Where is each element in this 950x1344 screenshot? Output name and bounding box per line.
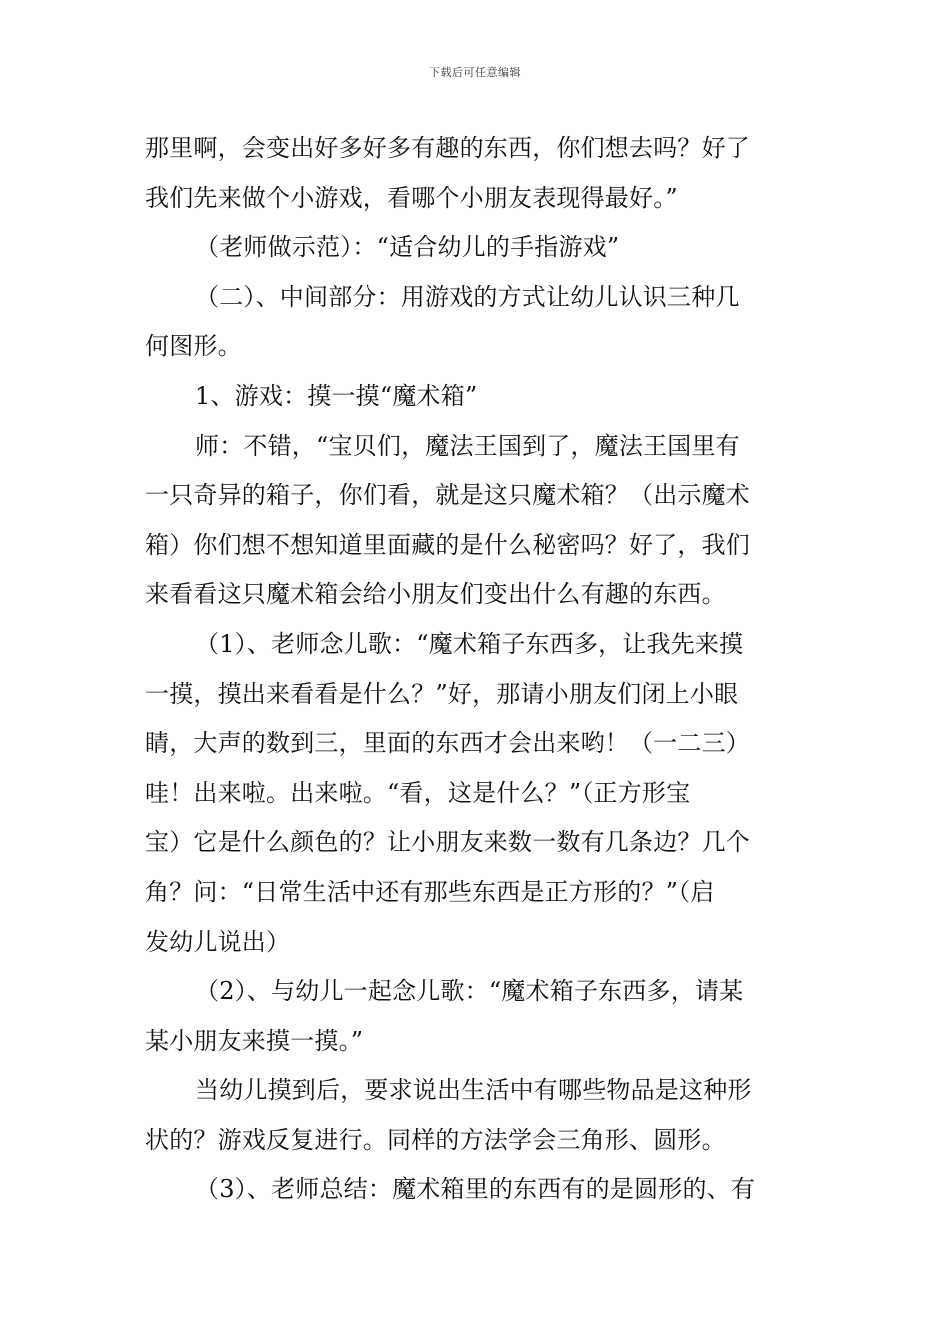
text-line: （老师做示范）：“适合幼儿的手指游戏”: [195, 233, 620, 262]
text-line: 睛，大声的数到三，里面的东西才会出来哟！（一二三）: [145, 729, 750, 758]
text-line: 宝）它是什么颜色的？让小朋友来数一数有几条边？几个: [145, 828, 750, 857]
text-line: （3）、老师总结：魔术箱里的东西有的是圆形的、有: [195, 1175, 756, 1204]
text-line: 师：不错，“宝贝们，魔法王国到了，魔法王国里有: [195, 431, 740, 460]
text-line: 一摸，摸出来看看是什么？”好，那请小朋友们闭上小眼: [145, 679, 739, 708]
text-line: 状的？游戏反复进行。同样的方法学会三角形、圆形。: [145, 1125, 726, 1154]
text-line: 来看看这只魔术箱会给小朋友们变出什么有趣的东西。: [145, 580, 726, 609]
text-line: 箱）你们想不想知道里面藏的是什么秘密吗？好了，我们: [145, 530, 750, 559]
text-line: （1）、老师念儿歌：“魔术箱子东西多，让我先来摸: [195, 629, 744, 658]
text-line: 那里啊，会变出好多好多有趣的东西，你们想去吗？好了: [145, 134, 750, 162]
text-line: （2）、与幼儿一起念儿歌：“魔术箱子东西多，请某: [195, 977, 744, 1006]
text-line: 角？问：“日常生活中还有那些东西是正方形的？”（启: [145, 877, 715, 906]
text-line: 一只奇异的箱子，你们看，就是这只魔术箱？（出示魔术: [145, 481, 750, 510]
text-line: 我们先来做个小游戏，看哪个小朋友表现得最好。”: [145, 183, 678, 212]
text-line: （二）、中间部分：用游戏的方式让幼儿认识三种几: [195, 282, 740, 311]
text-line: 当幼儿摸到后，要求说出生活中有哪些物品是这种形: [195, 1076, 752, 1105]
text-line: 何图形。: [145, 332, 242, 361]
page-header: 下载后可任意编辑: [429, 66, 521, 79]
document-body: [145, 124, 807, 1215]
text-line: 1、游戏：摸一摸“魔术箱”: [195, 381, 478, 410]
text-line: 发幼儿说出）: [145, 927, 291, 956]
text-line: 某小朋友来摸一摸。”: [145, 1026, 364, 1055]
text-line: 哇！出来啦。出来啦。“看，这是什么？”（正方形宝: [145, 778, 691, 807]
